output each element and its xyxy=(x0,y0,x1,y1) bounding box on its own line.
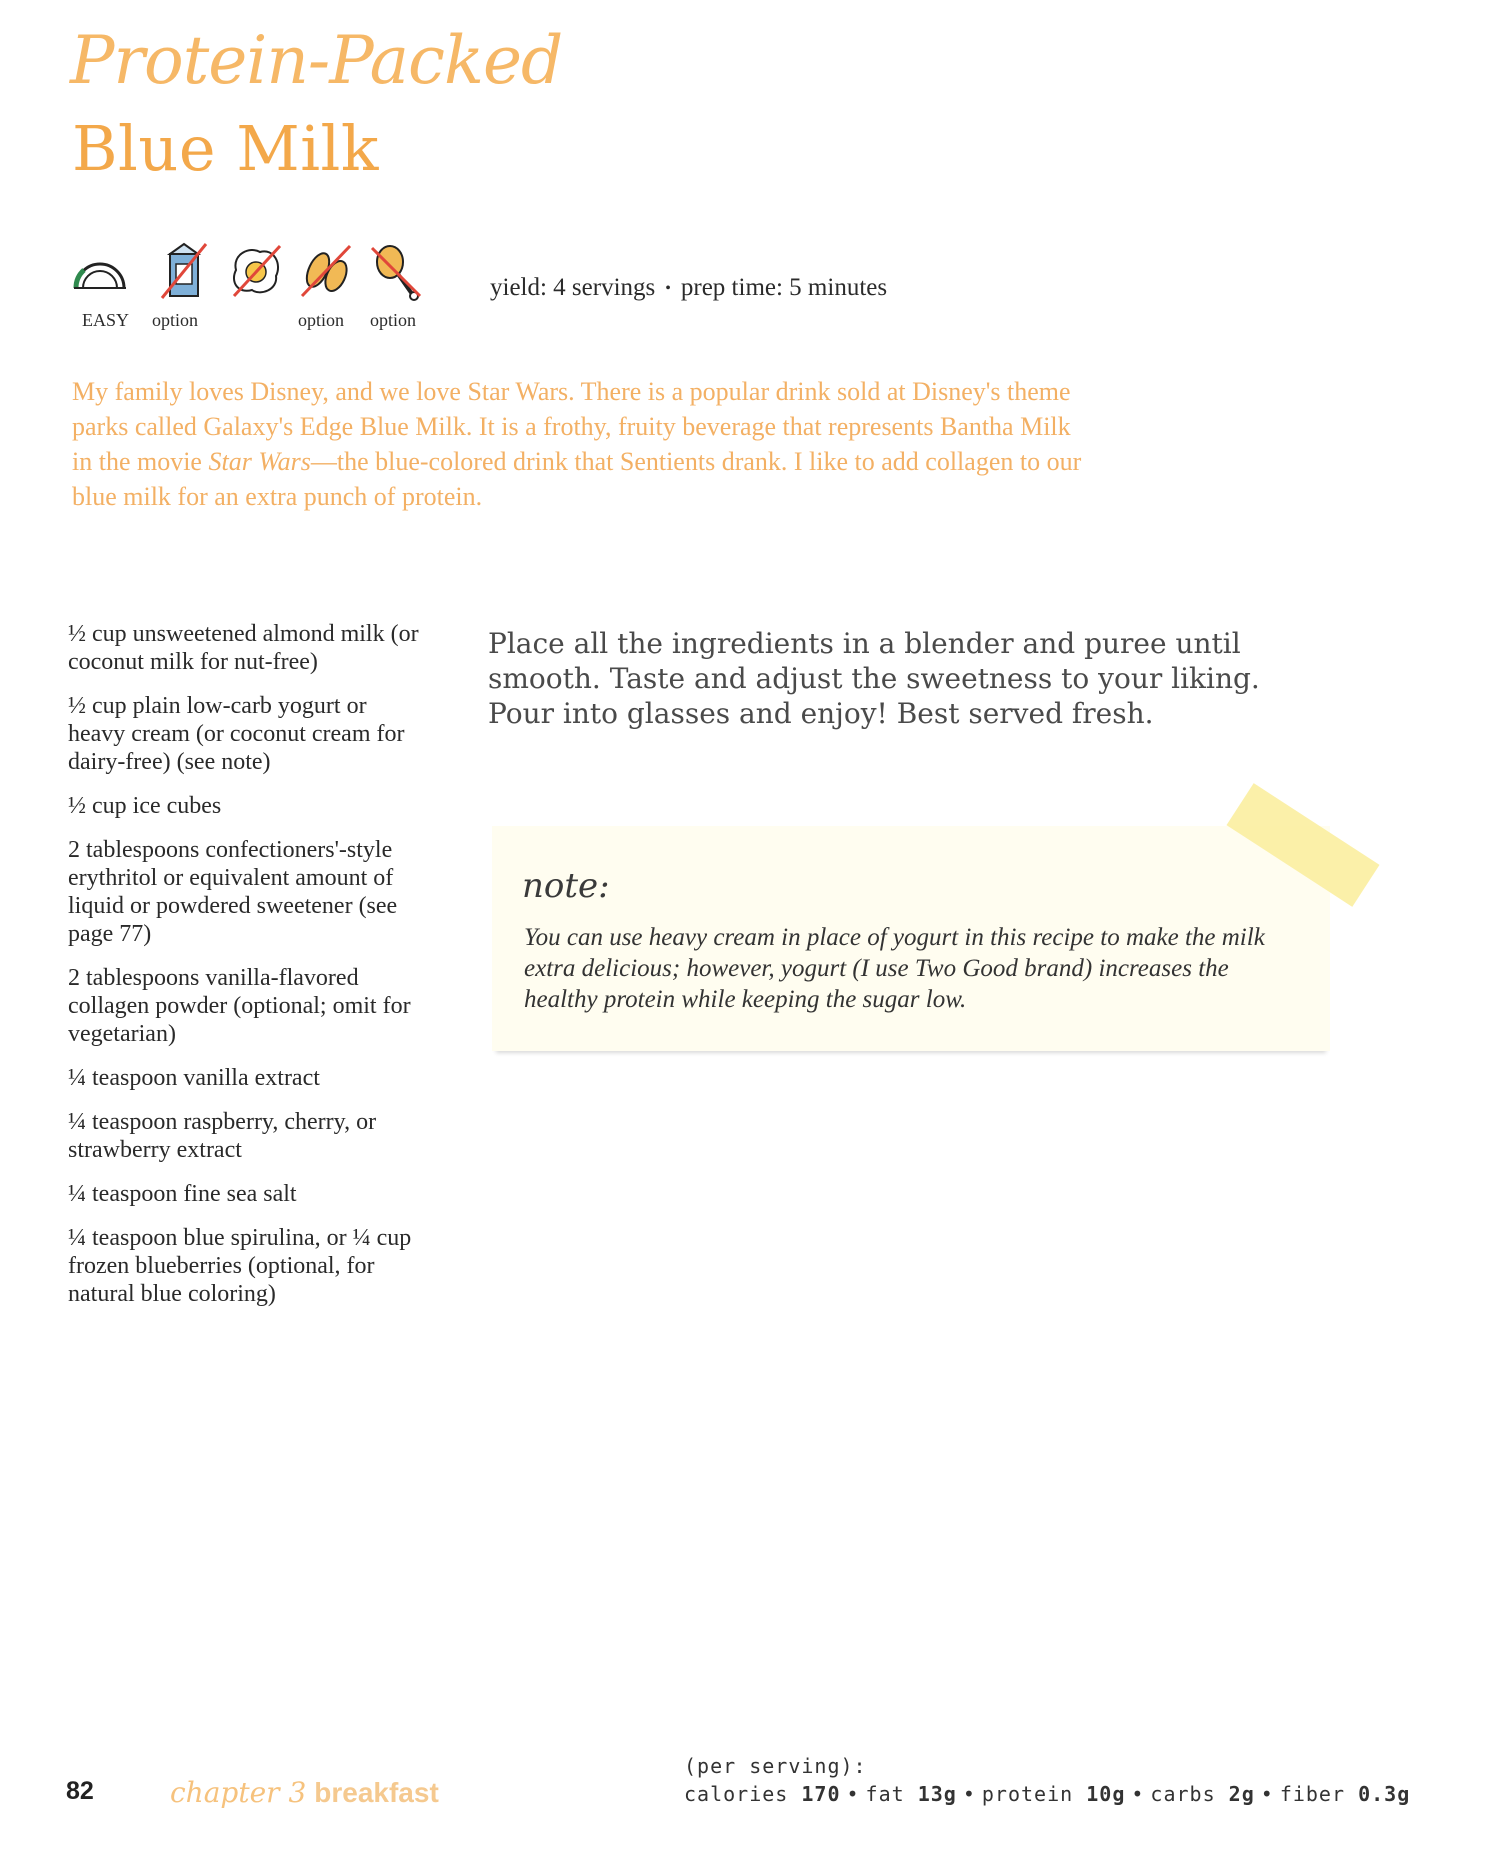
recipe-subtitle-script: Protein-Packed xyxy=(70,22,563,99)
ingredient-item: ½ cup plain low-carb yogurt or heavy cream (or coconut cream for dairy-free) (see note) xyxy=(68,693,405,775)
nutrition-label: carbs xyxy=(1150,1782,1216,1806)
meta-separator: • xyxy=(665,280,671,298)
ingredient-item: ¼ teaspoon fine sea salt xyxy=(68,1181,297,1207)
nutrition-value: 10g xyxy=(1086,1782,1126,1806)
page-number: 82 xyxy=(66,1777,94,1805)
diet-icons-row xyxy=(70,240,430,340)
nutrition-value: 0.3g xyxy=(1358,1782,1411,1806)
note-text: You can use heavy cream in place of yogurt in this recipe to make the milk extra delicious; however, yogurt (I use Two Good brand) increases the healthy protein while keeping the sugar low. xyxy=(524,924,1265,1013)
nutrition-label: protein xyxy=(981,1782,1074,1806)
vegetarian-icon xyxy=(366,240,426,302)
chapter-name: breakfast xyxy=(314,1777,439,1808)
icon-label-dairy: option xyxy=(152,310,199,330)
prep-time-text: prep time: 5 minutes xyxy=(680,274,888,301)
yield-text: yield: 4 servings xyxy=(490,274,656,301)
intro-italic-title: Star Wars xyxy=(208,447,311,476)
ingredient-item: ½ cup unsweetened almond milk (or coconut milk for nut-free) xyxy=(68,621,419,675)
nutrition-value: 2g xyxy=(1228,1782,1255,1806)
ingredients-list xyxy=(68,620,428,1324)
chapter-label xyxy=(170,1776,439,1810)
recipe-meta xyxy=(490,274,887,302)
chapter-script: chapter 3 xyxy=(170,1776,307,1809)
nutrition-info xyxy=(684,1752,1410,1808)
easy-rainbow-icon xyxy=(70,240,130,302)
nut-free-icon xyxy=(296,240,356,302)
ingredient-item: ¼ teaspoon blue spirulina, or ¼ cup frozen blueberries (optional, for natural blue coloring) xyxy=(68,1225,412,1307)
ingredient-item: 2 tablespoons vanilla-flavored collagen powder (optional; omit for vegetarian) xyxy=(68,965,411,1047)
note-label: note: xyxy=(522,866,610,906)
ingredient-item: ½ cup ice cubes xyxy=(68,793,222,819)
recipe-intro xyxy=(72,374,1092,514)
icon-label-vegetarian: option xyxy=(370,310,417,330)
nutrition-value: 170 xyxy=(801,1782,841,1806)
icon-label-easy: EASY xyxy=(82,310,130,330)
intro-text-end: —the blue-colored drink that Sentients drank. I like to add collagen to our blue milk for an extra punch of protein. xyxy=(72,447,1082,511)
nutrition-value: 13g xyxy=(917,1782,957,1806)
nutrition-line: calories 170 • fat 13g • protein 10g • carbs 2g • fiber 0.3g xyxy=(684,1782,1411,1806)
per-serving-label: (per serving): xyxy=(684,1754,867,1778)
icon-label-nut: option xyxy=(298,310,345,330)
nutrition-label: calories xyxy=(684,1782,789,1806)
directions-text: Place all the ingredients in a blender and puree until smooth. Taste and adjust the sweetness to your liking. Pour into glasses and enjoy! Best served fresh. xyxy=(488,627,1260,730)
recipe-title: Blue Milk xyxy=(72,112,379,185)
dairy-free-icon xyxy=(154,240,214,302)
nutrition-label: fiber xyxy=(1279,1782,1346,1806)
ingredient-item: ¼ teaspoon raspberry, cherry, or strawberry extract xyxy=(68,1109,377,1163)
ingredient-item: ¼ teaspoon vanilla extract xyxy=(68,1065,320,1091)
ingredient-item: 2 tablespoons confectioners'-style erythritol or equivalent amount of liquid or powdered sweetener (see page 77) xyxy=(68,837,398,947)
nutrition-label: fat xyxy=(865,1782,905,1806)
egg-free-icon xyxy=(226,240,286,302)
intro-text-start: My family loves Disney, and we love Star Wars. There is a popular drink sold at Disney's theme parks called Galaxy's Edge Blue Milk. It is a frothy, fruity beverage that represents Bantha Milk in the movie xyxy=(72,377,1071,476)
